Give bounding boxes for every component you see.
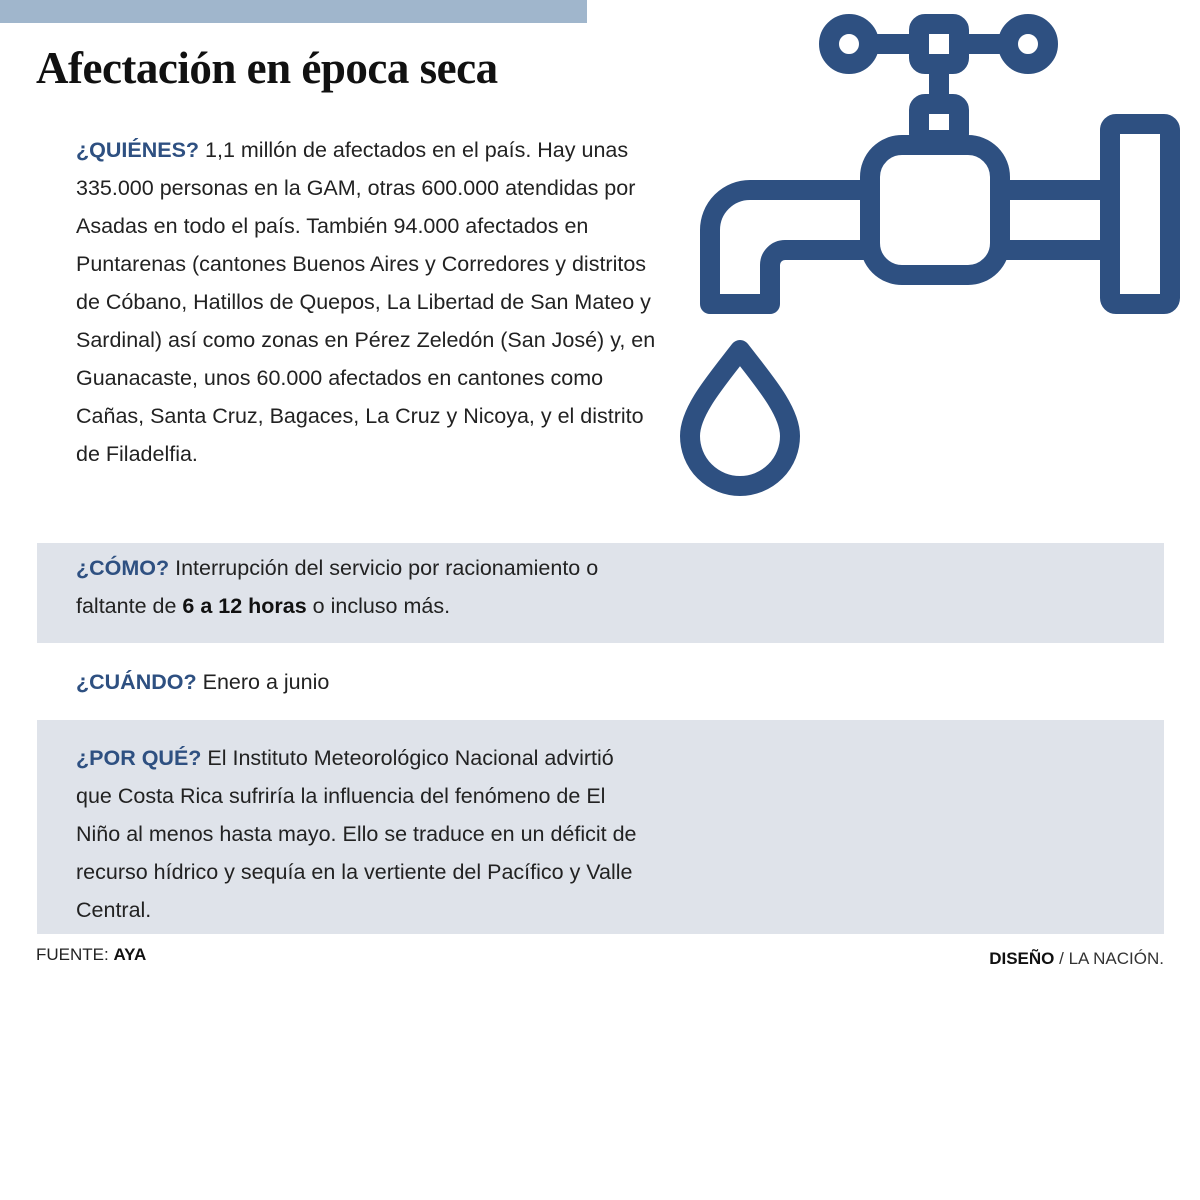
how-text-after: o incluso más. <box>306 594 451 618</box>
section-why <box>76 739 646 929</box>
when-text: Enero a junio <box>196 670 330 694</box>
faucet-icon <box>690 10 1190 320</box>
water-drop-icon <box>676 336 806 501</box>
why-label: ¿POR QUÉ? <box>76 746 202 770</box>
when-label: ¿CUÁNDO? <box>76 670 197 694</box>
credit-bold: DISEÑO <box>989 949 1055 968</box>
section-when <box>76 663 666 701</box>
how-label: ¿CÓMO? <box>76 556 170 580</box>
who-text: 1,1 millón de afectados en el país. Hay unas 335.000 personas en la GAM, otras 600.000 atendidas por Asadas en todo el país. También 94.000 afectados en Puntarenas (cantones Buenos Aires y Corredores y distritos de Cóbano, Hatillos de Quepos, La Libertad de San Mateo y Sardinal) así como zonas en Pérez Zeledón (San José) y, en Guanacaste, unos 60.000 afectados en cantones como Cañas, Santa Cruz, Bagaces, La Cruz y Nicoya, y el distrito de Filadelfia. <box>76 138 656 466</box>
source-value: AYA <box>113 945 147 964</box>
section-who <box>76 131 666 473</box>
page-title: Afectación en época seca <box>36 43 498 93</box>
section-how <box>76 549 666 625</box>
design-credit <box>989 949 1164 969</box>
who-label: ¿QUIÉNES? <box>76 138 200 162</box>
why-text: El Instituto Meteorológico Nacional advirtió que Costa Rica sufriría la influencia del fenómeno de El Niño al menos hasta mayo. Ello se traduce en un déficit de recurso hídrico y sequía en la vertiente del Pacífico y Valle Central. <box>76 746 637 922</box>
top-accent-bar <box>0 0 587 23</box>
source-note <box>36 945 146 965</box>
how-text-before: Interrupción del servicio por racionamiento o faltante de <box>76 556 599 618</box>
how-highlight: 6 a 12 horas <box>182 594 307 618</box>
source-label: FUENTE: <box>36 945 114 964</box>
credit-rest: / LA NACIÓN. <box>1054 949 1164 968</box>
